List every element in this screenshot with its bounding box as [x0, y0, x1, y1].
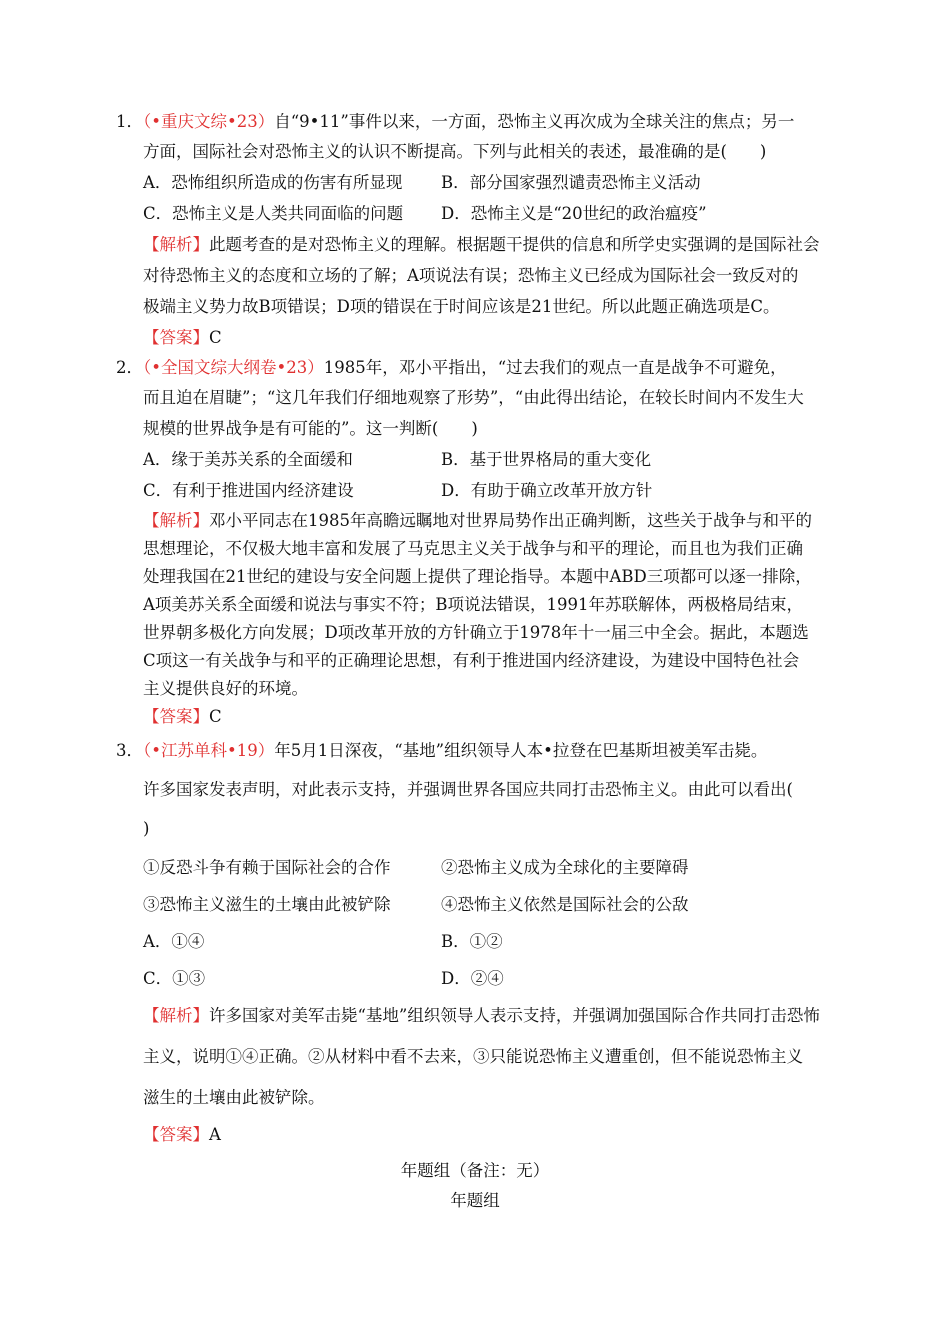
- q1-analysis-line-3: 极端主义势力故B项错误；D项的错误在于时间应该是21世纪。所以此题正确选项是C。: [143, 297, 780, 316]
- q2-analysis-text-1: 邓小平同志在1985年高瞻远瞩地对世界局势作出正确判断，这些关于战争与和平的: [209, 511, 812, 530]
- q1-option-d: D．恐怖主义是“20世纪的政治瘟疫”: [441, 204, 707, 223]
- q3-analysis-text-1: 许多国家对美军击毙“基地”组织领导人表示支持，并强调加强国际合作共同打击恐怖: [209, 1006, 820, 1025]
- q3-option-a: A．①④: [143, 932, 205, 951]
- q1-stem-line-1: [116, 111, 794, 133]
- q2-analysis-line-4: A项美苏关系全面缓和说法与事实不符；B项说法错误，1991年苏联解体，两极格局结束，: [143, 595, 804, 614]
- q1-option-b: B．部分国家强烈谴责恐怖主义活动: [441, 173, 701, 192]
- q1-number: 1．: [116, 112, 143, 131]
- q2-option-d: D．有助于确立改革开放方针: [441, 481, 653, 500]
- q3-option-b: B．①②: [441, 932, 503, 951]
- q3-item-4: ④恐怖主义依然是国际社会的公敌: [441, 895, 689, 914]
- q2-number: 2．: [116, 358, 143, 377]
- q2-stem-text-1: 1985年，邓小平指出，“过去我们的观点一直是战争不可避免，: [323, 358, 787, 377]
- q1-analysis-tag: 【解析】: [143, 235, 209, 254]
- q2-analysis-tag: 【解析】: [143, 511, 209, 530]
- q3-answer-value: A: [209, 1125, 221, 1144]
- q1-answer: [143, 327, 222, 349]
- q3-item-3: ③恐怖主义滋生的土壤由此被铲除: [143, 895, 391, 914]
- q3-analysis-line-2: 主义，说明①④正确。②从材料中看不去来，③只能说恐怖主义遭重创，但不能说恐怖主义: [143, 1047, 803, 1066]
- q2-answer-value: C: [209, 707, 222, 726]
- q1-stem-text-1: 自“9•11”事件以来，一方面，恐怖主义再次成为全球关注的焦点；另一: [274, 112, 795, 131]
- q2-answer: [143, 706, 222, 728]
- q3-answer-tag: 【答案】: [143, 1125, 209, 1144]
- group-heading-remark: 年题组（备注：无）: [400, 1161, 550, 1180]
- q2-source: （•全国文综大纲卷•23）: [143, 358, 324, 377]
- q3-option-c: C．①③: [143, 969, 206, 988]
- q3-stem-line-3: ): [143, 819, 150, 838]
- q3-stem-line-1: [116, 740, 767, 762]
- q2-option-a: A．缘于美苏关系的全面缓和: [143, 450, 353, 469]
- q2-analysis-line-6: C项这一有关战争与和平的正确理论思想，有利于推进国内经济建设，为建设中国特色社会: [143, 651, 800, 670]
- q1-answer-value: C: [209, 328, 222, 347]
- q2-stem-line-1: [116, 357, 787, 379]
- q3-analysis-line-3: 滋生的土壤由此被铲除。: [143, 1088, 325, 1107]
- q2-analysis-line-1: [143, 510, 812, 532]
- q2-option-c: C．有利于推进国内经济建设: [143, 481, 354, 500]
- q3-analysis-tag: 【解析】: [143, 1006, 209, 1025]
- q2-stem-line-3: 规模的世界战争是有可能的”。这一判断( ): [143, 419, 478, 438]
- q1-option-a: A．恐怖组织所造成的伤害有所显现: [143, 173, 403, 192]
- q3-stem-text-1: 年5月1日深夜，“基地”组织领导人本•拉登在巴基斯坦被美军击毙。: [274, 741, 768, 760]
- q3-analysis-line-1: [143, 1005, 820, 1027]
- q1-stem-line-2: 方面，国际社会对恐怖主义的认识不断提高。下列与此相关的表述，最准确的是( ): [143, 142, 767, 161]
- q2-option-b: B．基于世界格局的重大变化: [441, 450, 652, 469]
- q1-analysis-text-1: 此题考查的是对恐怖主义的理解。根据题干提供的信息和所学史实强调的是国际社会: [209, 235, 820, 254]
- q2-analysis-line-3: 处理我国在21世纪的建设与安全问题上提供了理论指导。本题中ABD三项都可以逐一排除，: [143, 567, 812, 586]
- q2-stem-line-2: 而且迫在眉睫”；“这几年我们仔细地观察了形势”，“由此得出结论，在较长时间内不发生大: [143, 388, 804, 407]
- q3-stem-line-2: 许多国家发表声明，对此表示支持，并强调世界各国应共同打击恐怖主义。由此可以看出(: [143, 780, 793, 799]
- q2-analysis-line-7: 主义提供良好的环境。: [143, 679, 308, 698]
- q2-answer-tag: 【答案】: [143, 707, 209, 726]
- q3-number: 3．: [116, 741, 143, 760]
- group-heading: 年题组: [450, 1191, 500, 1210]
- q3-option-d: D．②④: [441, 969, 504, 988]
- q1-source: （•重庆文综•23）: [143, 112, 275, 131]
- q1-option-c: C．恐怖主义是人类共同面临的问题: [143, 204, 404, 223]
- q3-answer: [143, 1124, 221, 1146]
- q3-source: （•江苏单科•19）: [143, 741, 275, 760]
- q1-analysis-line-2: 对待恐怖主义的态度和立场的了解；A项说法有误；恐怖主义已经成为国际社会一致反对的: [143, 266, 799, 285]
- q2-analysis-line-5: 世界朝多极化方向发展；D项改革开放的方针确立于1978年十一届三中全会。据此，本题选: [143, 623, 809, 642]
- q2-analysis-line-2: 思想理论，不仅极大地丰富和发展了马克思主义关于战争与和平的理论，而且也为我们正确: [143, 539, 803, 558]
- q3-item-2: ②恐怖主义成为全球化的主要障碍: [441, 858, 689, 877]
- q1-analysis-line-1: [143, 234, 820, 256]
- q3-item-1: ①反恐斗争有赖于国际社会的合作: [143, 858, 391, 877]
- q1-answer-tag: 【答案】: [143, 328, 209, 347]
